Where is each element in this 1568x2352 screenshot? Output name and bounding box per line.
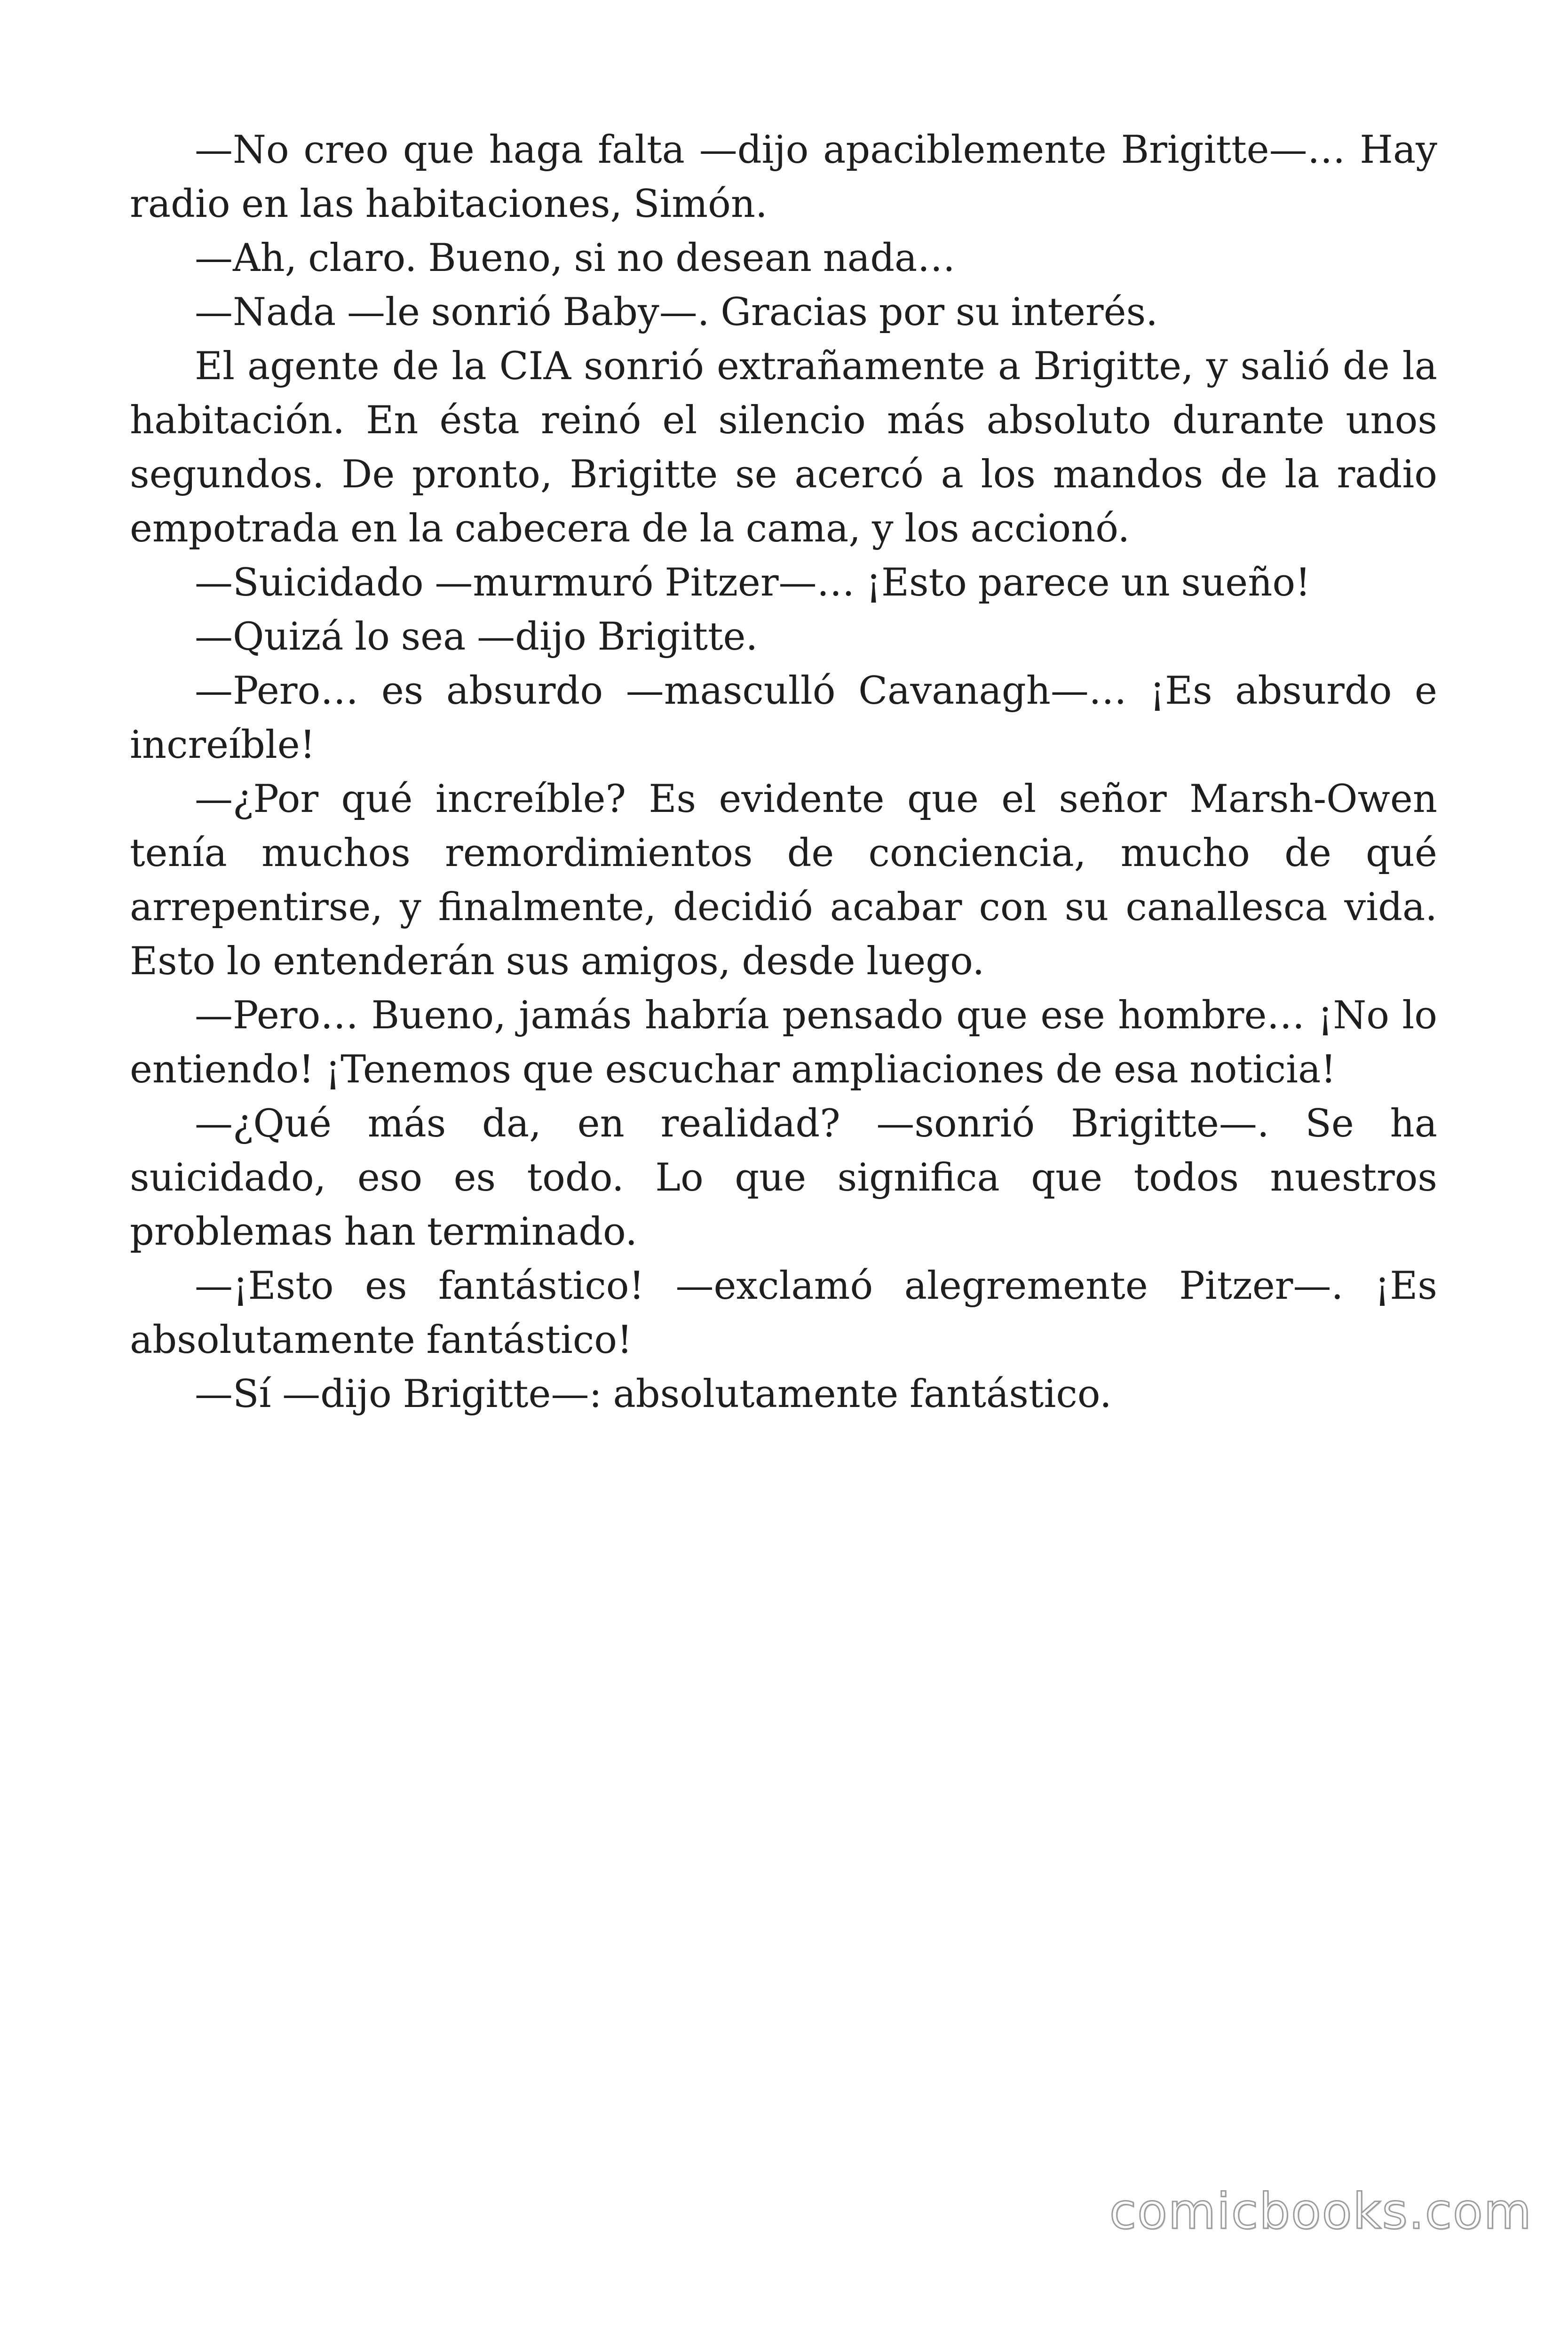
paragraph: —¡Esto es fantástico! —exclamó alegremente Pitzer—. ¡Es absolutamente fantástico! bbox=[130, 1264, 1437, 1362]
paragraph: —¿Por qué increíble? Es evidente que el señor Marsh-Owen tenía muchos remordimientos de conciencia, mucho de qué arrepentirse, y finalmente, decidió acabar con su canallesca vida. Esto lo entenderán sus amigos, desde luego. bbox=[130, 777, 1437, 984]
paragraph: El agente de la CIA sonrió extrañamente a Brigitte, y salió de la habitación. En ésta reinó el silencio más absoluto durante unos segundos. De pronto, Brigitte se acercó a los mandos de la radio empotrada en la cabecera de la cama, y los accionó. bbox=[130, 344, 1437, 551]
paragraph: —Nada —le sonrió Baby—. Gracias por su interés. bbox=[195, 290, 1158, 334]
paragraph: —Ah, claro. Bueno, si no desean nada… bbox=[195, 236, 956, 280]
paragraph: —¿Qué más da, en realidad? —sonrió Brigitte—. Se ha suicidado, eso es todo. Lo que significa que todos nuestros problemas han terminado. bbox=[130, 1102, 1437, 1254]
paragraph: —Pero… es absurdo —masculló Cavanagh—… ¡Es absurdo e increíble! bbox=[130, 669, 1437, 767]
body-text bbox=[130, 123, 1437, 1422]
paragraph: —Pero… Bueno, jamás habría pensado que ese hombre… ¡No lo entiendo! ¡Tenemos que escuchar ampliaciones de esa noticia! bbox=[130, 993, 1437, 1092]
paragraph: —Sí —dijo Brigitte—: absolutamente fantástico. bbox=[195, 1372, 1112, 1416]
watermark-text: comicbooks.com bbox=[1109, 2183, 1532, 2240]
paragraph: —Quizá lo sea —dijo Brigitte. bbox=[195, 615, 758, 659]
paragraph: —Suicidado —murmuró Pitzer—… ¡Esto parece un sueño! bbox=[195, 561, 1311, 605]
paragraph: —No creo que haga falta —dijo apaciblemente Brigitte—… Hay radio en las habitaciones, Simón. bbox=[130, 128, 1437, 226]
